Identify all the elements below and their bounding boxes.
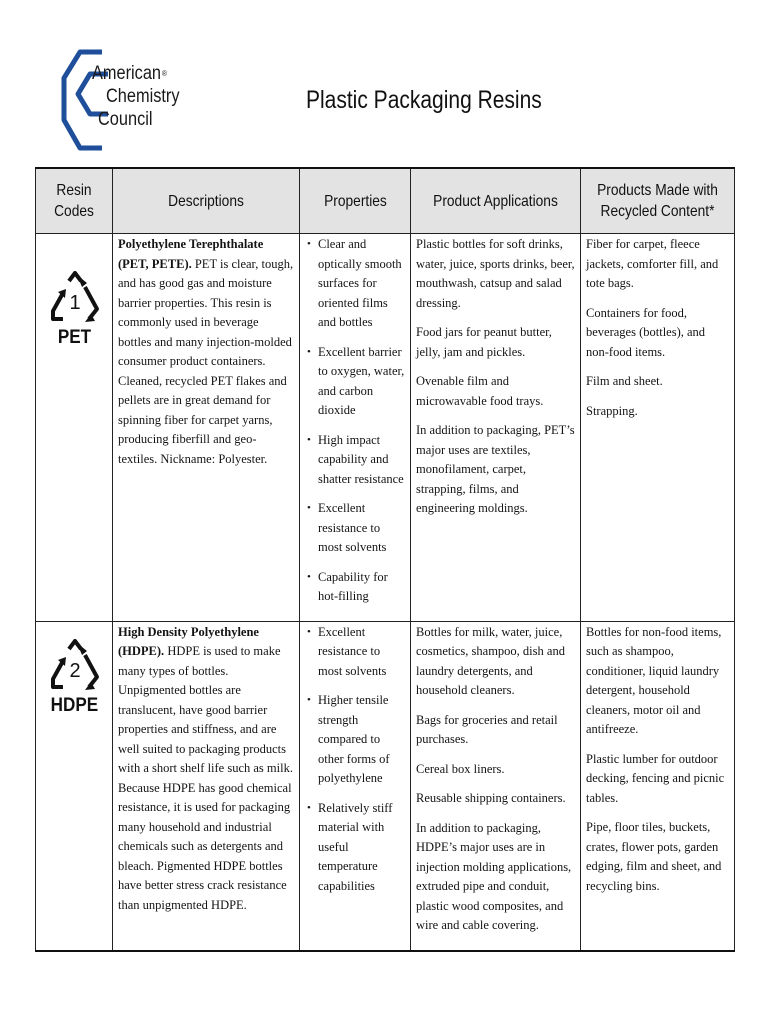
logo-text-line3: Council	[98, 109, 153, 130]
resin-code-number: 1	[68, 292, 81, 314]
header-properties: Properties	[300, 168, 411, 234]
logo-text-line1: American®	[92, 63, 167, 84]
properties-list	[305, 623, 406, 897]
table-row	[36, 234, 735, 622]
recycled-paragraph: Fiber for carpet, fleece jackets, comforter fill, and tote bags.	[586, 237, 719, 290]
list-item: • Excellent resistance to most solvents	[318, 499, 406, 558]
application-paragraph: In addition to packaging, PET’s major uses are textiles, monofilament, carpet, strapping, films, and engineering moldings.	[416, 423, 575, 515]
header-recycled-content: Products Made with Recycled Content*	[581, 168, 735, 234]
recycled-paragraph: Plastic lumber for outdoor decking, fencing and picnic tables.	[586, 751, 725, 805]
recycled-paragraph: Containers for food, beverages (bottles), and non-food items.	[586, 305, 706, 359]
description-text: PET is clear, tough, and has good gas and moisture barrier properties. This resin is commonly used in beverage bottles and many injection-molded consumer product containers. Cleaned, recycled PET flakes and pellets are in great demand for spinning fiber for carpet yarns, producing fiberfill and geo-textiles. Nickname: Polyester.	[118, 256, 294, 466]
table-header-row	[36, 168, 735, 234]
recycled-paragraph: Pipe, floor tiles, buckets, crates, flower pots, garden edging, film and sheet, and recycling bins.	[586, 820, 722, 893]
application-paragraph: Bags for groceries and retail purchases.	[416, 712, 558, 746]
description-title: Polyethylene Terephthalate (PET, PETE).	[118, 237, 264, 271]
resin-table	[35, 167, 735, 952]
application-paragraph: Cereal box liners.	[416, 761, 505, 776]
list-item: • Higher tensile strength compared to other forms of polyethylene	[318, 691, 406, 789]
resin-code-abbreviation: HDPE	[50, 694, 99, 716]
description-cell	[113, 621, 300, 951]
application-paragraph: Food jars for peanut butter, jelly, jam and pickles.	[416, 325, 552, 359]
description-title: High Density Polyethylene (HDPE).	[118, 624, 259, 658]
recycling-triangle-icon	[49, 639, 101, 693]
resin-code-abbreviation: PET	[57, 327, 92, 348]
application-paragraph: Bottles for milk, water, juice, cosmetics, shampoo, dish and laundry detergents, and household cleaners.	[416, 624, 565, 697]
properties-list	[305, 235, 406, 607]
applications-cell	[411, 234, 581, 622]
applications-cell	[411, 621, 581, 951]
recycled-cell	[581, 621, 735, 951]
properties-cell	[300, 234, 411, 622]
list-item: • Excellent barrier to oxygen, water, and carbon dioxide	[318, 343, 406, 421]
document-title: Plastic Packaging Resins	[306, 86, 542, 114]
acc-logo	[58, 48, 188, 152]
description-cell	[113, 234, 300, 622]
header-product-applications: Product Applications	[411, 168, 581, 234]
recycled-paragraph: Strapping.	[586, 403, 638, 418]
resin-code-cell	[36, 621, 113, 951]
description-text: HDPE is used to make many types of bottles. Unpigmented bottles are translucent, have good barrier properties and stiffness, and are well suited to packaging products with a short shelf life such as milk. Because HDPE has good chemical resistance, it is used for packaging many household and industrial chemicals such as detergents and bleach. Pigmented HDPE bottles have better stress crack resistance than unpigmented HDPE.	[118, 644, 293, 912]
recycled-paragraph: Bottles for non-food items, such as shampoo, conditioner, liquid laundry detergent, household cleaners, motor oil and antifreeze.	[586, 624, 722, 736]
recycled-cell	[581, 234, 735, 622]
application-paragraph: Ovenable film and microwavable food trays.	[416, 374, 544, 408]
logo-text-line2: Chemistry	[106, 86, 180, 107]
resin-code-cell	[36, 234, 113, 622]
header-descriptions: Descriptions	[113, 168, 300, 234]
application-paragraph: In addition to packaging, HDPE’s major uses are in injection molding applications, extruded pipe and conduit, plastic wood composites, and wire and cable covering.	[416, 820, 572, 932]
application-paragraph: Reusable shipping containers.	[416, 791, 566, 805]
recycling-triangle-icon	[49, 271, 101, 325]
resin-code-number: 2	[68, 659, 81, 682]
list-item: • Capability for hot-filling	[318, 568, 406, 607]
table-row	[36, 621, 735, 951]
list-item: • Clear and optically smooth surfaces for oriented films and bottles	[318, 235, 406, 333]
header-resin-codes: Resin Codes	[36, 168, 113, 234]
recycled-paragraph: Film and sheet.	[586, 374, 663, 388]
list-item: • High impact capability and shatter resistance	[318, 431, 406, 490]
list-item: • Relatively stiff material with useful temperature capabilities	[318, 799, 406, 897]
list-item: • Excellent resistance to most solvents	[318, 623, 406, 682]
properties-cell	[300, 621, 411, 951]
application-paragraph: Plastic bottles for soft drinks, water, juice, sports drinks, beer, mouthwash, catsup and salad dressing.	[416, 237, 575, 310]
